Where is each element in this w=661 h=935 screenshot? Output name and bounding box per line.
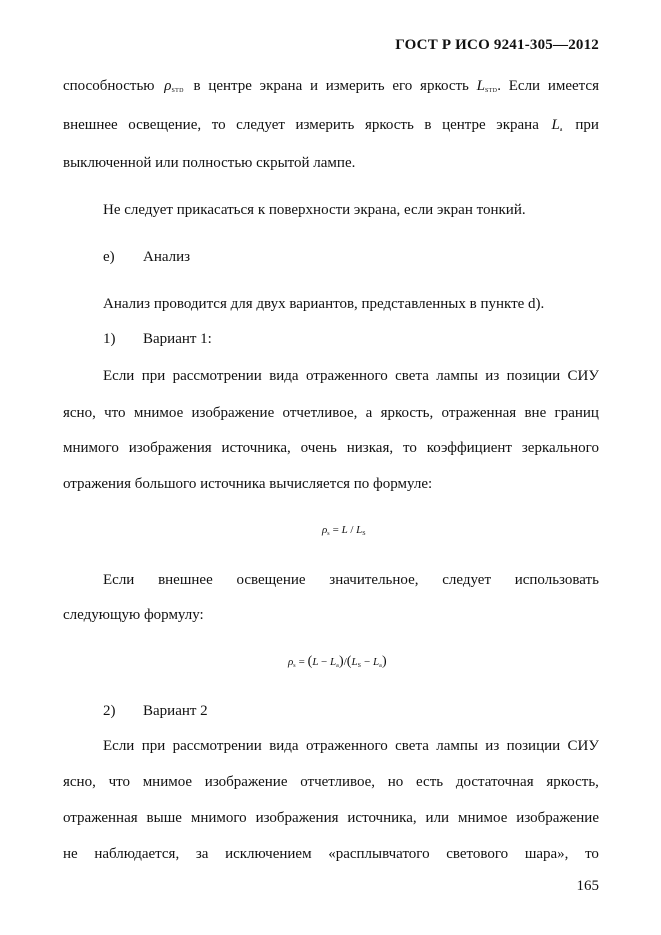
- section-e-number: e): [103, 249, 115, 265]
- variant2-number: 2): [103, 703, 116, 719]
- p6-line-4: не наблюдается, за исключением «расплывчатого светового шара», то: [63, 846, 599, 862]
- variant1-number: 1): [103, 331, 116, 347]
- p5-line-2: следующую формулу:: [63, 607, 204, 623]
- p6-line-3: отраженная выше мнимого изображения источника, или мнимое изображение: [63, 810, 599, 826]
- section-e-title: Анализ: [143, 249, 191, 265]
- standard-header: ГОСТ Р ИСО 9241-305—2012: [395, 37, 599, 53]
- variant1-title: Вариант 1:: [143, 331, 212, 347]
- p6-line-1: Если при рассмотрении вида отраженного света лампы из позиции СИУ: [103, 738, 599, 754]
- p2-text: Не следует прикасаться к поверхности экрана, если экран тонкий.: [103, 202, 526, 218]
- rho-std-symbol: $\rho_{STD}$: [164, 78, 184, 94]
- p4-line-4: отражения большого источника вычисляется по формуле:: [63, 476, 433, 492]
- p4-line-3: мнимого изображения источника, очень низкая, то коэффициент зеркального: [63, 440, 599, 456]
- p1-line-2: внешнее освещение, то следует измерить яркость в центре экрана $L_a$ при: [63, 115, 599, 140]
- page-number: 165: [576, 878, 599, 894]
- p6-line-2: ясно, что мнимое изображение отчетливое, но есть достаточная яркость,: [63, 774, 599, 790]
- p4-line-1: Если при рассмотрении вида отраженного света лампы из позиции СИУ: [103, 368, 599, 384]
- formula-specular-reflection: $\rho_s = L / L_S$: [322, 524, 366, 537]
- p1-line-3: выключенной или полностью скрытой лампе.: [63, 155, 356, 171]
- p5-line-1: Если внешнее освещение значительное, следует использовать: [103, 572, 599, 588]
- l-a-symbol: $L_a$: [551, 117, 563, 133]
- p3-text: Анализ проводится для двух вариантов, представленных в пункте d).: [103, 296, 545, 312]
- l-std-symbol: $L_{STD}$.: [476, 78, 501, 94]
- variant2-title: Вариант 2: [143, 703, 208, 719]
- p4-line-2: ясно, что мнимое изображение отчетливое, а яркость, отраженная вне границ: [63, 405, 599, 421]
- formula-specular-reflection-ambient: $\rho_s = (L - L_a)/(L_S - L_a)$: [288, 654, 387, 669]
- p1-line-1: способностью $\rho_{STD}$ в центре экрана и измерить его яркость $L_{STD}$. Если имеется: [63, 76, 599, 101]
